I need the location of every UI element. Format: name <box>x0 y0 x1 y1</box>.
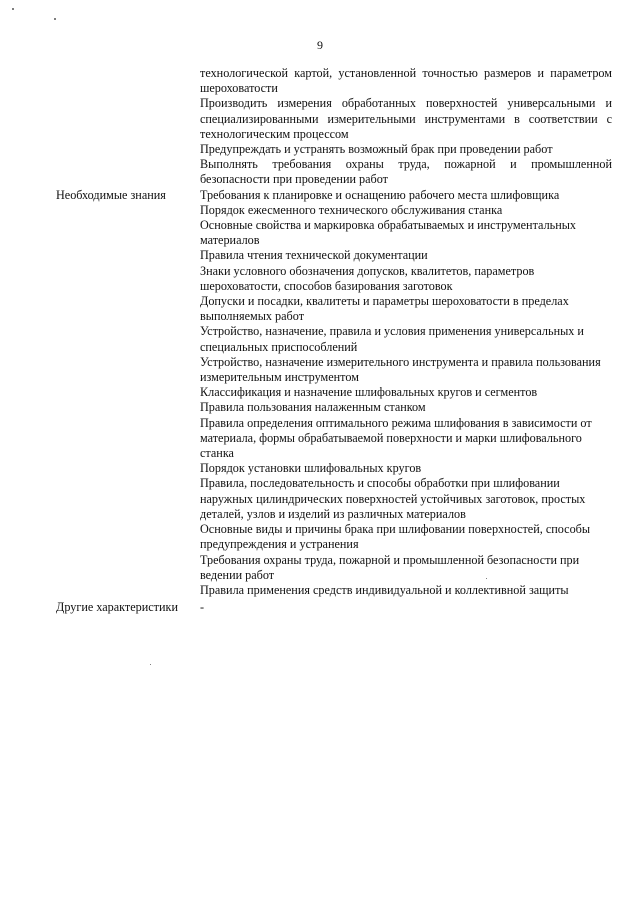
knowledge-item: Правила применения средств индивидуальной и коллективной защиты <box>200 582 569 597</box>
skills-continuation-row <box>56 66 612 188</box>
knowledge-item: Основные виды и причины брака при шлифовании поверхностей, способы предупреждения и устранения <box>200 522 591 552</box>
knowledge-item: Знаки условного обозначения допусков, квалитетов, параметров шероховатости, способов базирования заготовок <box>200 263 535 293</box>
other-characteristics-value: - <box>200 600 205 615</box>
knowledge-item: Требования к планировке и оснащению рабочего места шлифовщика <box>200 187 560 202</box>
page-number: 9 <box>317 38 323 52</box>
knowledge-item: Допуски и посадки, квалитеты и параметры шероховатости в пределах выполняемых работ <box>200 294 569 324</box>
scan-speck <box>12 8 14 10</box>
skills-list <box>200 66 612 188</box>
skill-item: Производить измерения обработанных поверхностей универсальными и специализированными измерительными инструментами в соответствии с технологическим процессом <box>200 96 612 141</box>
scan-speck <box>486 578 487 579</box>
knowledge-item: Устройство, назначение, правила и условия применения универсальных и специальных приспособлений <box>200 324 584 354</box>
knowledge-label: Необходимые знания <box>56 187 166 202</box>
other-characteristics-label: Другие характеристики <box>56 600 178 615</box>
knowledge-item: Требования охраны труда, пожарной и промышленной безопасности при ведении работ <box>200 552 580 582</box>
scan-speck <box>150 664 151 665</box>
knowledge-item: Правила определения оптимального режима шлифования в зависимости от материала, формы обрабатываемой поверхности и марки шлифовального станка <box>200 415 592 461</box>
knowledge-item: Классификация и назначение шлифовальных кругов и сегментов <box>200 385 538 400</box>
knowledge-item: Порядок установки шлифовальных кругов <box>200 461 422 476</box>
skill-item: технологической картой, установленной точностью размеров и параметром шероховатости <box>200 66 612 96</box>
qualification-table <box>56 66 612 615</box>
knowledge-item: Порядок ежесменного технического обслуживания станка <box>200 202 503 217</box>
skill-item: Выполнять требования охраны труда, пожарной и промышленной безопасности при проведении работ <box>200 157 612 187</box>
knowledge-row <box>56 188 612 598</box>
scan-speck <box>54 18 56 20</box>
knowledge-item: Устройство, назначение измерительного инструмента и правила пользования измерительным инструментом <box>200 354 601 385</box>
knowledge-item: Правила чтения технической документации <box>200 248 428 263</box>
knowledge-item: Правила, последовательность и способы обработки при шлифовании наружных цилиндрических поверхностей устойчивых заготовок, простых деталей, узлов и изделий из различных материалов <box>200 476 586 521</box>
other-characteristics-row <box>56 600 612 615</box>
knowledge-list <box>200 188 612 598</box>
knowledge-item: Основные свойства и маркировка обрабатываемых и инструментальных материалов <box>200 218 577 248</box>
skill-item: Предупреждать и устранять возможный брак при проведении работ <box>200 142 553 157</box>
knowledge-item: Правила пользования налаженным станком <box>200 400 426 415</box>
